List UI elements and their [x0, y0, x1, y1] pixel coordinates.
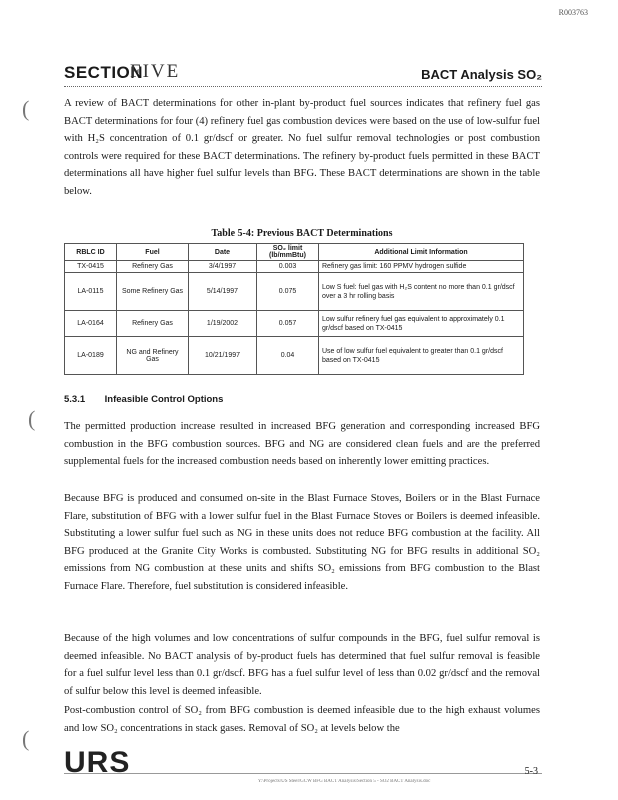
cell-fuel: Refinery Gas: [117, 261, 189, 273]
cell-so2-limit: 0.057: [257, 311, 319, 337]
cell-additional-info: Low S fuel: fuel gas with H₂S content no more than 0.1 gr/dscf over a 3 hr rolling basis: [319, 273, 524, 311]
section-number: FIVE: [130, 61, 181, 82]
footer-file-path: Y:\Projects\US Steel\GCW BFG BACT Analysis\Section 5 - SO2 BACT Analysis.doc: [257, 779, 431, 784]
header-cell-fuel: Fuel: [117, 244, 189, 261]
table-row: [65, 273, 524, 311]
subsection-number: 5.3.1: [64, 394, 86, 405]
cell-fuel: Some Refinery Gas: [117, 273, 189, 311]
header-title: BACT Analysis SO₂: [421, 67, 542, 82]
body-paragraph: Because of the high volumes and low concentrations of sulfur compounds in the BFG, fuel sulfur removal is deemed infeasible. No BACT analysis of by-product fuels has determined that fuel sulfur removal is feasible for a fuel sulfur level less than 0.1 gr/dscf. BFG has a fuel sulfur level of less than 0.02 gr/dscf and the removal of sulfur below this level is deemed infeasible.: [64, 633, 540, 697]
table-row: [65, 311, 524, 337]
body-paragraph: The permitted production increase resulted in increased BFG generation and corresponding increased BFG combustion in the BFG combustion sources. BFG and NG are considered clean fuels and are the preferred supplemental fuels for the increased combustion needs based on inherently lower emitting practices.: [64, 421, 540, 468]
cell-rblc-id: TX-0415: [65, 261, 117, 273]
subsection-heading: [64, 394, 223, 405]
page-header: [64, 58, 542, 87]
urs-logo: URS: [64, 746, 131, 779]
body-paragraph: Post-combustion control of SO₂ from BFG combustion is deemed infeasible due to the high exhaust volumes and low SO₂ concentrations in stack gases. Removal of SO₂ at levels below the: [64, 705, 540, 734]
footer-divider: [64, 773, 542, 774]
cell-additional-info: Refinery gas limit: 160 PPMV hydrogen sulfide: [319, 261, 524, 273]
table-caption: Table 5-4: Previous BACT Determinations: [211, 228, 393, 239]
cell-date: 10/21/1997: [189, 337, 257, 375]
body-paragraph: Because BFG is produced and consumed on-site in the Blast Furnace Stoves, Boilers or in the Blast Furnace Flare, substitution of BFG with a lower sulfur fuel in the Blast Furnace Stoves or Boilers is deemed infeasible. Substituting a lower sulfur fuel such as NG in these units does not reduce BFG combustion at the facility. All BFG produced at the Granite City Works is combusted. Substituting NG for BFG results in additional SO₂ emissions from NG combustion at these units and shifts SO₂ emissions from BFG combustion to the Blast Furnace Flare. Therefore, fuel substitution is considered infeasible.: [64, 493, 540, 592]
binder-hole-mark-icon: (: [22, 96, 30, 121]
header-cell-rblc-id: RBLC ID: [65, 244, 117, 261]
header-cell-date: Date: [189, 244, 257, 261]
cell-date: 1/19/2002: [189, 311, 257, 337]
bact-determinations-table: [64, 243, 524, 375]
header-cell-additional-info: Additional Limit Information: [319, 244, 524, 261]
cell-so2-limit: 0.04: [257, 337, 319, 375]
header-cell-so2-limit: SO₂ limit (lb/mmBtu): [257, 244, 319, 261]
cell-additional-info: Use of low sulfur fuel equivalent to greater than 0.1 gr/dscf based on TX-0415: [319, 337, 524, 375]
binder-hole-mark-icon: (: [28, 406, 36, 431]
cell-fuel: Refinery Gas: [117, 311, 189, 337]
cell-rblc-id: LA-0164: [65, 311, 117, 337]
page-reference: R003763: [558, 8, 588, 17]
cell-rblc-id: LA-0189: [65, 337, 117, 375]
cell-rblc-id: LA-0115: [65, 273, 117, 311]
cell-so2-limit: 0.003: [257, 261, 319, 273]
cell-date: 5/14/1997: [189, 273, 257, 311]
subsection-title: Infeasible Control Options: [104, 394, 224, 405]
table-row: [65, 261, 524, 273]
cell-additional-info: Low sulfur refinery fuel gas equivalent to approximately 0.1 gr/dscf based on TX-0415: [319, 311, 524, 337]
binder-hole-mark-icon: (: [22, 726, 30, 751]
section-word: SECTION: [64, 63, 144, 82]
cell-fuel: NG and Refinery Gas: [117, 337, 189, 375]
table-row: [65, 337, 524, 375]
cell-date: 3/4/1997: [189, 261, 257, 273]
table-header-row: [65, 244, 524, 261]
cell-so2-limit: 0.075: [257, 273, 319, 311]
page-number: 5-3: [524, 766, 538, 777]
intro-paragraph: A review of BACT determinations for other in-plant by-product fuel sources indicates that refinery fuel gas BACT determinations for four (4) refinery fuel gas combustion devices were based on the use of low-sulfur fuel with H₂S concentration of 0.1 gr/dscf or greater. No fuel sulfur removal technologies or post combustion controls were required for these BACT determinations. The refinery by-product fuels permitted in these BACT determinations all have higher fuel sulfur levels than BFG. These BACT determinations are shown in the table below.: [64, 98, 540, 197]
